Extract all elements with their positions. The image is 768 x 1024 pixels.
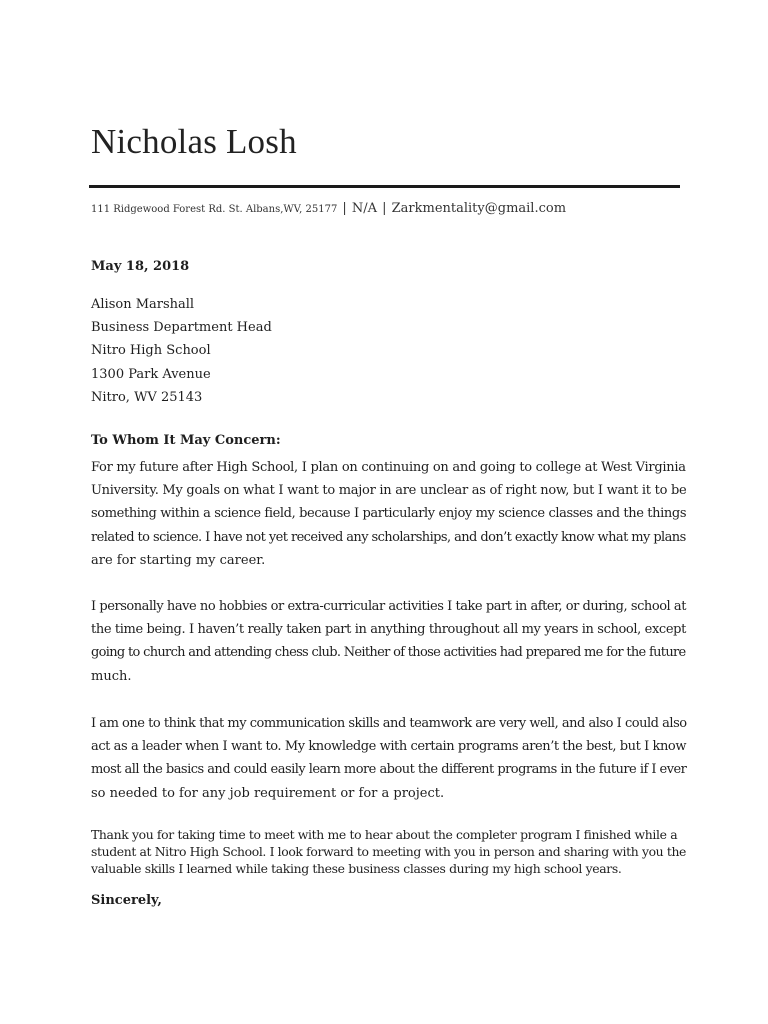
contact-separator: | bbox=[342, 201, 347, 216]
recipient-title: Business Department Head bbox=[91, 320, 272, 336]
body-paragraph bbox=[91, 595, 686, 688]
header-divider bbox=[89, 185, 680, 188]
paragraph-line: student at Nitro High School. I look forward to meeting with you in person and sharing with you the bbox=[91, 844, 687, 859]
recipient-street: 1300 Park Avenue bbox=[91, 366, 211, 382]
closing: Sincerely, bbox=[91, 893, 162, 908]
paragraph-line: are for starting my career. bbox=[91, 552, 266, 568]
paragraph-line: For my future after High School, I plan on continuing on and going to college at West Virginia bbox=[91, 460, 686, 475]
paragraph-line: I personally have no hobbies or extra-curricular activities I take part in after, or during, school at bbox=[91, 599, 686, 614]
paragraph-line: much. bbox=[91, 668, 132, 684]
paragraph-line: something within a science field, because I particularly enjoy my science classes and the things bbox=[91, 506, 687, 522]
sender-email[interactable]: Zarkmentality@gmail.com bbox=[391, 201, 567, 216]
paragraph-line: so needed to for any job requirement or for a project. bbox=[91, 785, 445, 801]
paragraph-line: related to science. I have not yet received any scholarships, and don’t exactly know what my plans bbox=[91, 529, 686, 545]
paragraph-line: valuable skills I learned while taking these business classes during my high school years. bbox=[91, 861, 622, 876]
paragraph-line: I am one to think that my communication skills and teamwork are very well, and also I could also bbox=[91, 716, 687, 731]
letter-date: May 18, 2018 bbox=[91, 259, 190, 274]
sender-address: 111 Ridgewood Forest Rd. St. Albans,WV, 25177 bbox=[91, 204, 338, 215]
sender-name: Nicholas Losh bbox=[91, 122, 297, 161]
recipient-name: Alison Marshall bbox=[91, 297, 195, 312]
paragraph-line: act as a leader when I want to. My knowledge with certain programs aren’t the best, but I know bbox=[91, 739, 687, 755]
body-paragraph bbox=[91, 712, 687, 805]
paragraph-line: University. My goals on what I want to major in are unclear as of right now, but I want it to be bbox=[91, 483, 687, 499]
paragraph-line: going to church and attending chess club. Neither of those activities had prepared me for the future bbox=[91, 645, 686, 661]
paragraph-line: most all the basics and could easily learn more about the different programs in the future if I ever bbox=[91, 762, 687, 778]
body-paragraph bbox=[91, 456, 687, 572]
paragraph-line: the time being. I haven’t really taken part in anything throughout all my years in school, except bbox=[91, 622, 686, 638]
sender-phone: N/A bbox=[351, 201, 378, 216]
body-paragraph bbox=[91, 826, 687, 877]
recipient-block bbox=[91, 293, 272, 409]
paragraph-line: Thank you for taking time to meet with me to hear about the completer program I finished while a bbox=[91, 827, 678, 842]
recipient-organization: Nitro High School bbox=[91, 343, 211, 359]
contact-line bbox=[91, 197, 566, 216]
recipient-city-state-zip: Nitro, WV 25143 bbox=[91, 389, 203, 405]
contact-separator: | bbox=[382, 201, 387, 216]
salutation: To Whom It May Concern: bbox=[91, 433, 281, 448]
